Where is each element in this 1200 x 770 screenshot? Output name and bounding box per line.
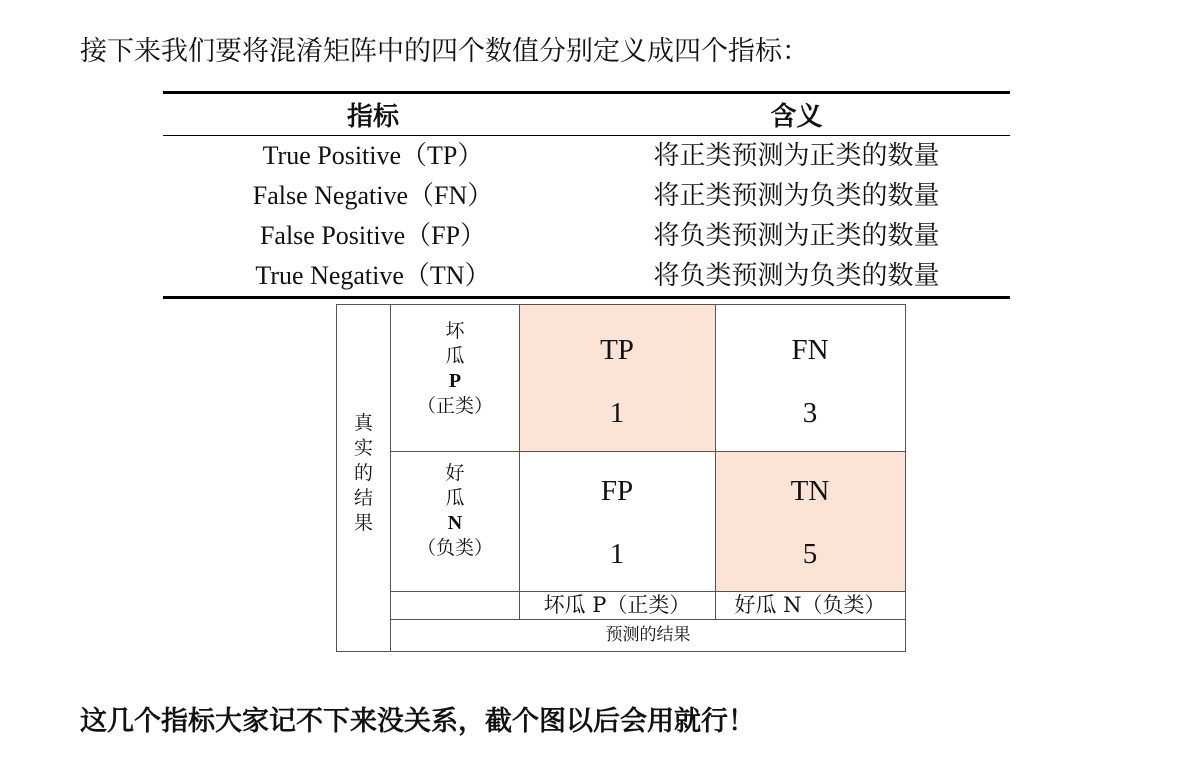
table-row [163, 136, 1010, 177]
row-label-char: 瓜 [445, 487, 465, 509]
outro-paragraph: 这几个指标大家记不下来没关系，截个图以后会用就行！ [80, 706, 755, 737]
cell-name: FN [791, 334, 829, 366]
row-label-char: 坏 [445, 320, 465, 342]
table-row [163, 256, 1010, 298]
cell-value: 1 [609, 538, 625, 570]
metric-name: False Positive（FP） [259, 221, 487, 250]
row-label-char: 好 [445, 462, 465, 484]
axis-char: 真 [353, 411, 373, 434]
predicted-result-axis-label: 预测的结果 [605, 625, 691, 645]
cell-fp [519, 451, 715, 591]
axis-char: 的 [353, 461, 373, 484]
metric-name: True Positive（TP） [262, 141, 484, 170]
cell-fn [715, 305, 905, 451]
header-metric: 指标 [163, 93, 583, 136]
metric-meaning: 将正类预测为正类的数量 [653, 141, 940, 170]
cell-value: 5 [802, 538, 818, 570]
metric-name: False Negative（FN） [252, 181, 494, 210]
axis-char: 果 [353, 511, 373, 534]
true-result-axis-label [337, 305, 390, 651]
column-label-positive: 坏瓜 P（正类） [543, 593, 691, 617]
row-label-negative [391, 461, 519, 561]
cell-name: TP [600, 334, 634, 366]
cell-tn [715, 451, 905, 591]
cell-name: TN [790, 475, 830, 507]
row-label-class: （负类） [416, 537, 493, 559]
table-row [163, 176, 1010, 216]
metric-name: True Negative（TN） [163, 256, 583, 298]
confusion-matrix [336, 304, 906, 652]
axis-char: 实 [353, 436, 373, 459]
intro-paragraph: 接下来我们要将混淆矩阵中的四个数值分别定义成四个指标： [80, 36, 809, 67]
cell-tp [519, 305, 715, 451]
row-label-char: 瓜 [445, 345, 465, 367]
metric-meaning: 将负类预测为正类的数量 [653, 221, 940, 250]
table-header-row [163, 93, 1010, 136]
metrics-table [163, 91, 1010, 299]
table-row [163, 216, 1010, 256]
cell-name: FP [600, 475, 634, 507]
column-label-negative: 好瓜 N（负类） [734, 593, 886, 617]
row-label-class: （正类） [416, 395, 493, 417]
metric-meaning: 将负类预测为负类的数量 [583, 256, 1010, 298]
header-meaning: 含义 [583, 93, 1010, 136]
row-label-positive [391, 319, 519, 419]
metric-meaning: 将正类预测为负类的数量 [653, 181, 940, 210]
row-label-code: P [448, 370, 462, 392]
axis-char: 结 [353, 486, 373, 509]
row-label-code: N [447, 512, 463, 534]
cell-value: 3 [802, 397, 818, 429]
cell-value: 1 [609, 397, 625, 429]
